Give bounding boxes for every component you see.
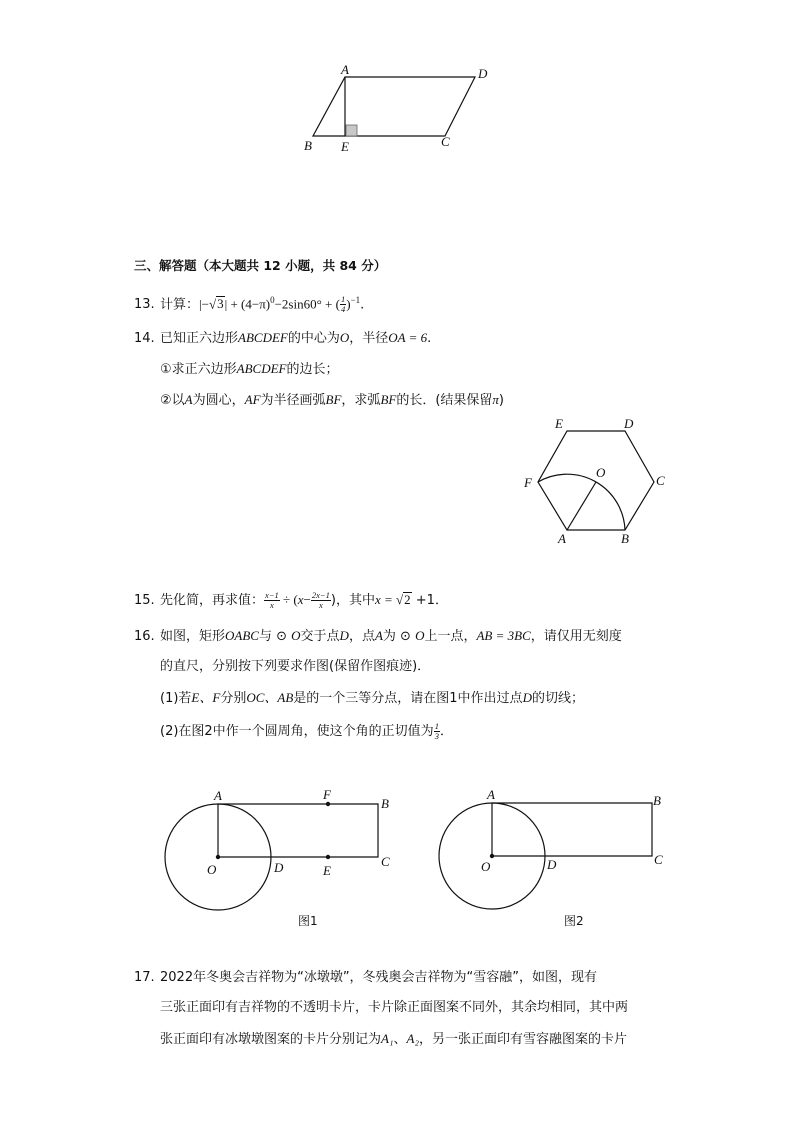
q15-x: x <box>297 592 304 607</box>
q13-end: . <box>360 297 365 313</box>
figure-2 <box>430 780 680 935</box>
label-d: D <box>547 857 557 872</box>
q14-center: O <box>339 330 350 345</box>
q14-p2-d: ，求弧 <box>341 393 381 408</box>
q13-exp-neg1: −1 <box>350 295 361 305</box>
q16-ab: AB = 3BC <box>476 628 531 643</box>
q14-p1-text: ①求正六边形 <box>160 362 237 377</box>
label-d: D <box>274 860 284 875</box>
q16-l1-f: 上一点， <box>424 629 477 644</box>
question-15: 15. 先化简，再求值： $\frac{x-1}{x}$ ÷ (x− $\frac{2x-1}{x}$ )，其中x = √2 +1． <box>134 590 448 610</box>
label-d: D <box>624 416 634 431</box>
q16-a: A <box>374 628 383 643</box>
label-f: F <box>323 787 331 802</box>
q16-line4 <box>160 722 453 742</box>
q16-l1-a: 如图，矩形 <box>160 629 226 644</box>
q16-l1-c: 交于点 <box>300 629 340 644</box>
q16-frac-num: 1 <box>434 721 439 731</box>
label-f: F <box>524 475 532 490</box>
q17-a1: A₁ <box>381 1031 394 1046</box>
q16-l4-a: (2)在图2中作一个圆周角，使这个角的正切值为 <box>160 724 434 739</box>
q17-line1: 2022年冬奥会吉祥物为“冰墩墩”，冬残奥会吉祥物为“雪容融”，如图，现有 <box>160 970 598 985</box>
parallelogram-shape <box>313 77 475 136</box>
q15-text-a: 先化简，再求值： <box>160 593 265 608</box>
question-14 <box>134 328 431 349</box>
label-b: B <box>653 793 661 808</box>
q16-d: D <box>339 628 349 643</box>
question-13: 13. 计算：$|-√3| + (4-\pi)^0-2\sin 60^\circ$ + ( $\frac{1}{4}$ )$^{-1}$. <box>134 294 365 315</box>
q14-number: 14. <box>134 331 155 346</box>
label-e: E <box>341 139 349 154</box>
q17-number: 17. <box>134 970 155 985</box>
q15-frac1 <box>264 591 280 610</box>
label-o: O <box>481 859 491 874</box>
q14-text-d: . <box>427 331 432 346</box>
point-o <box>490 854 494 858</box>
q14-part2 <box>160 390 504 411</box>
q17-a2: A₂ <box>406 1031 419 1046</box>
q14-p2-c: 为半径画弧 <box>260 393 326 408</box>
q14-p2-e: 的长．(结果保留 <box>396 393 493 408</box>
label-e: E <box>555 416 563 431</box>
q15-minus: − <box>303 592 311 607</box>
q14-part1 <box>160 359 339 380</box>
q13-frac-num: 1 <box>340 294 346 305</box>
q17-sep: 、 <box>393 1032 407 1047</box>
q14-text-b: 的中心为 <box>287 331 340 346</box>
label-c: C <box>656 473 665 488</box>
label-a: A <box>558 531 566 546</box>
q15-number: 15. <box>134 593 155 608</box>
q16-frac-den: 3 <box>434 731 439 741</box>
q15-f2-den: x <box>318 600 323 610</box>
arc-bf <box>538 474 625 530</box>
q17-line2: 三张正面印有吉祥物的不透明卡片，卡片除正面图案不同外，其余均相同，其中两 <box>160 1000 629 1015</box>
q15-text-c: )，其中 <box>330 593 375 608</box>
q13-number: 13. <box>134 297 155 313</box>
label-o: O <box>207 862 217 877</box>
q15-sqrt: 2 <box>404 592 411 607</box>
q16-l3-end: 的切线； <box>531 691 584 706</box>
q16-l1-e: 为 ⊙ <box>382 629 416 644</box>
q13-prefix: 计算： <box>160 297 200 313</box>
label-b: B <box>621 531 629 546</box>
label-a: A <box>214 788 222 803</box>
hexagon-shape <box>538 431 654 530</box>
q14-p2-f: ) <box>498 393 504 408</box>
q15-frac2 <box>311 591 331 610</box>
q14-p2-BF: BF <box>325 392 342 407</box>
q14-hexagon: ABCDEF <box>238 330 288 345</box>
q16-l3-d: D <box>522 690 532 705</box>
point-f <box>326 802 330 806</box>
q14-p1-end: 的边长； <box>286 362 339 377</box>
figure-1-caption: 图1 <box>298 914 318 928</box>
q14-radius: OA = 6 <box>388 330 428 345</box>
q16-line2: 的直尺，分别按下列要求作图(保留作图痕迹)． <box>160 659 431 674</box>
label-e: E <box>323 863 331 878</box>
q13-frac-den: 4 <box>340 304 346 315</box>
q16-line3 <box>160 688 584 709</box>
label-c: C <box>441 134 450 149</box>
label-a: A <box>341 62 349 77</box>
segment-ao <box>567 482 596 530</box>
q16-l3-b: 分别 <box>220 691 247 706</box>
section-title: 三、解答题（本大题共 12 小题，共 84 分） <box>134 258 387 273</box>
label-d: D <box>478 66 488 81</box>
q17-l3-a: 张正面印有冰墩墩图案的卡片分别记为 <box>160 1032 382 1047</box>
q15-f1-num: x−1 <box>265 590 279 600</box>
hexagon-figure <box>515 412 675 552</box>
q16-l3-a: (1)若 <box>160 691 192 706</box>
q15-f2-num: 2x−1 <box>311 590 330 600</box>
rectangle-oabc <box>218 804 378 857</box>
q16-l1-b: 与 ⊙ <box>258 629 292 644</box>
q16-o1: O <box>291 628 301 643</box>
q13-expr: |− <box>199 296 209 312</box>
right-angle-mark <box>346 125 357 136</box>
q17-l3-b: ，另一张正面印有雪容融图案的卡片 <box>418 1032 627 1047</box>
q13-expr4: ) <box>346 296 351 312</box>
q16-l3-ef: E、F <box>191 690 221 705</box>
q17-line3 <box>160 1029 627 1050</box>
q14-p1-hexagon: ABCDEF <box>236 361 287 376</box>
q14-p2-b: 为圆心， <box>192 393 245 408</box>
figure-1 <box>155 780 405 935</box>
parallelogram-figure <box>300 60 500 160</box>
q16-rect: OABC <box>225 628 259 643</box>
question-16 <box>134 626 622 647</box>
q16-l4-end: ． <box>439 724 453 739</box>
q16-l1-g: ，请仅用无刻度 <box>530 629 622 644</box>
label-c: C <box>654 852 663 867</box>
label-b: B <box>304 138 312 153</box>
q13-expr3: −2sin60° + ( <box>274 296 340 312</box>
q15-end: +1． <box>411 593 448 608</box>
label-a: A <box>487 787 495 802</box>
q15-x-eq: x = <box>374 592 397 607</box>
q14-p2-AF: AF <box>244 392 261 407</box>
q14-p2-pi: π <box>492 392 499 407</box>
q16-o2: O <box>415 628 425 643</box>
q14-text-c: ，半径 <box>349 331 389 346</box>
q13-expr2: | + (4−π) <box>224 296 271 312</box>
label-b: B <box>381 796 389 811</box>
point-o <box>216 855 220 859</box>
label-c: C <box>381 854 390 869</box>
rectangle-oabc <box>492 803 652 856</box>
q16-l1-d: ，点 <box>348 629 375 644</box>
q14-p2-BF2: BF <box>380 392 397 407</box>
q16-l3-c: 是的一个三等分点，请在图1中作出过点 <box>293 691 523 706</box>
q14-text-a: 已知正六边形 <box>160 331 239 346</box>
figure-2-caption: 图2 <box>564 914 584 928</box>
q13-exp0: 0 <box>270 295 275 305</box>
q13-sqrt: 3 <box>217 296 224 312</box>
q15-f1-den: x <box>270 600 274 610</box>
q14-p2-a: ②以 <box>160 393 185 408</box>
q14-p2-A: A <box>184 392 193 407</box>
question-17 <box>134 968 597 988</box>
q16-l3-oc: OC、AB <box>246 690 294 705</box>
q16-number: 16. <box>134 629 155 644</box>
point-e <box>326 855 330 859</box>
q15-div: ÷ ( <box>279 592 298 607</box>
label-o: O <box>596 465 606 480</box>
